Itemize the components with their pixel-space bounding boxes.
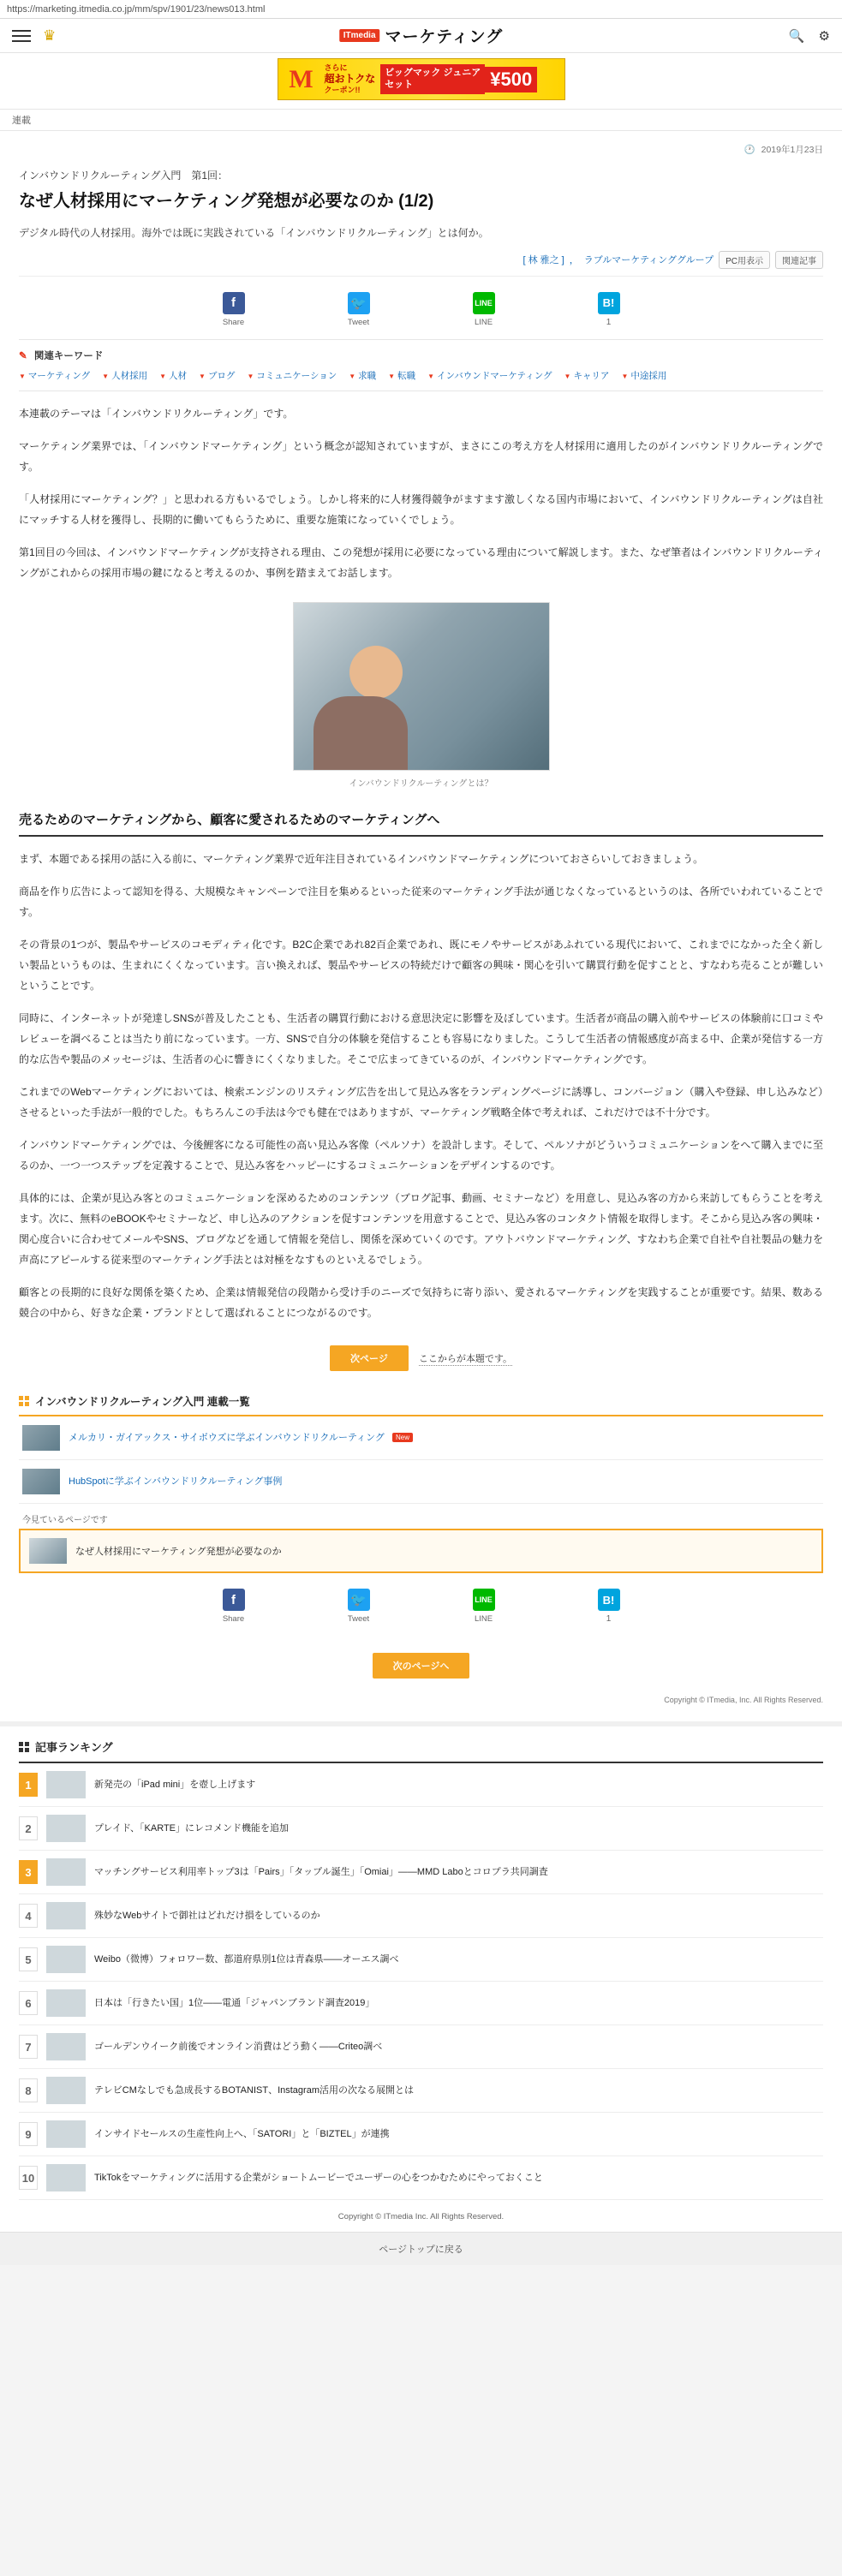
ranking-row[interactable]: [19, 1763, 823, 1807]
hatena-icon: B!: [598, 1589, 620, 1611]
social-share-row: [19, 277, 823, 334]
next-page-note: ここからが本題です。: [419, 1351, 512, 1366]
triangle-icon: ▼: [564, 372, 571, 380]
ranking-title: テレビCMなしでも急成長するBOTANIST、Instagram活用の次なる展開とは: [94, 2084, 414, 2096]
share-twitter[interactable]: [328, 292, 390, 327]
next-page-row: [19, 1345, 823, 1371]
keyword-item[interactable]: [564, 369, 610, 382]
ranking-thumbnail: [46, 2077, 86, 2104]
footer-share-twitter[interactable]: [328, 1589, 390, 1624]
ranking-thumbnail: [46, 2164, 86, 2191]
footer-share-hatena[interactable]: [578, 1589, 640, 1624]
keyword-item[interactable]: [388, 369, 415, 382]
hamburger-icon[interactable]: [12, 27, 31, 45]
twitter-icon: 🐦: [348, 1589, 370, 1611]
share-facebook-label: Share: [222, 317, 245, 327]
body-paragraph: まず、本題である採用の話に入る前に、マーケティング業界で近年注目されているインバウンドマーケティングについておさらいしておきましょう。: [19, 853, 704, 866]
list-item[interactable]: [19, 1460, 823, 1504]
ranking-number: 7: [19, 2035, 38, 2059]
ranking-number: 6: [19, 1991, 38, 2015]
keyword-label: マーケティング: [27, 370, 91, 381]
byline-row: [19, 251, 823, 277]
keyword-label: 人材採用: [111, 370, 148, 381]
ranking-thumbnail: [46, 1902, 86, 1929]
footer-share-line-label: LINE: [474, 1614, 493, 1625]
ranking-heading: [19, 1738, 823, 1763]
keyword-item[interactable]: [621, 369, 666, 382]
ranking-thumbnail: [46, 1815, 86, 1842]
body-paragraph: マーケティング業界では、「インバウンドマーケティング」という概念が認知されていますが、まさにこの考え方を人材採用に適用したのがインバウンドリクルーティングです。: [19, 439, 823, 473]
keyword-label: 求職: [358, 370, 377, 381]
ranking-title: プレイド、「KARTE」にレコメンド機能を追加: [94, 1822, 289, 1834]
triangle-icon: ▼: [102, 372, 110, 380]
body-paragraph: 本連載のテーマは「インバウンドリクルーティング」です。: [19, 407, 294, 420]
ranking-number: 1: [19, 1773, 38, 1797]
keyword-item[interactable]: [19, 369, 90, 382]
current-page-item: [19, 1529, 823, 1573]
ranking-title: ゴールデンウイーク前後でオンライン消費はどう動く——Criteo調べ: [94, 2041, 383, 2052]
body-paragraph: 具体的には、企業が見込み客とのコミュニケーションを深めるためのコンテンツ（ブログ記事、動画、セミナーなど）を用意し、見込み客の方から来訪してもらうことを考えます。次に、無料のeBOOKやセミナーなど、申し込みのアクションを促すコンテンツを用意することで、見込み客のコンタクト情報を取得します。そこから見込み客の興味・関心度合いに合わせてメールやSNS、ブログなどを通して情報を発信し、関係を深めていくのです。アウトバウンドマーケティング、すなわち企業で自社や自社製品の魅力を声高にアピールする従来型のマーケティング手法とは対極をなすものといえるでしょう。: [19, 1192, 823, 1267]
crown-icon[interactable]: ♛: [43, 27, 57, 44]
triangle-icon: ▼: [159, 372, 167, 380]
current-page-label: 今見ているページです: [22, 1516, 108, 1526]
search-icon[interactable]: 🔍: [788, 28, 805, 44]
list-item-title: メルカリ・ガイアックス・サイボウズに学ぶインバウンドリクルーティング: [69, 1432, 385, 1443]
keyword-label: 人材: [169, 370, 188, 381]
article-copyright: Copyright © ITmedia, Inc. All Rights Reserved.: [664, 1696, 823, 1705]
ranking-thumbnail: [46, 1946, 86, 1973]
serial-list-heading: [19, 1393, 823, 1416]
share-twitter-label: Tweet: [347, 317, 370, 327]
ranking-row[interactable]: [19, 1982, 823, 2025]
breadcrumb[interactable]: [0, 109, 842, 131]
ranking-thumbnail: [46, 2120, 86, 2148]
site-header: [0, 19, 842, 53]
body-paragraph: 「人材採用にマーケティング？」と思われる方もいるでしょう。しかし将来的に人材獲得競争がますます激しくなる国内市場において、インバウンドリクルーティングは自社にマッチする人材を獲得し、長期的に働いてもらうために、重要な施策になっていくでしょう。: [19, 492, 823, 526]
article-lead: デジタル時代の人材採用。海外では既に実践されている「インバウンドリクルーティング」とは何か。: [19, 227, 489, 240]
ad-red-line1: ビッグマック ジュニア: [385, 68, 481, 79]
share-facebook[interactable]: [203, 292, 265, 327]
body-paragraph: その背景の1つが、製品やサービスのコモディティ化です。B2C企業であれ82百企業であれ、既にモノやサービスがあふれている現代において、これまでになかった全く新しい製品というものは、生まれにくくなっています。言い換えれば、製品やサービスの特続だけで顧客の興味・関心を引いて購買行動を促すことと、すなわち売ることが難しいということです。: [19, 939, 823, 993]
article-date-row: [19, 143, 823, 156]
ranking-row[interactable]: [19, 2025, 823, 2069]
ad-line3: クーポン!!: [324, 86, 361, 94]
article-figure: [19, 602, 823, 789]
list-item-thumbnail: [22, 1469, 60, 1494]
related-articles-button[interactable]: 関連記事: [775, 251, 823, 269]
ranking-number: 2: [19, 1816, 38, 1840]
ranking-number: 3: [19, 1860, 38, 1884]
list-item-title: HubSpotに学ぶインバウンドリクルーティング事例: [69, 1476, 283, 1487]
footer-share-twitter-label: Tweet: [347, 1614, 370, 1625]
tag-icon: ✎: [19, 350, 27, 361]
facebook-icon: f: [223, 1589, 245, 1611]
ranking-title: TikTokをマーケティングに活用する企業がショートムービーでユーザーの心をつかむためにやっておくこと: [94, 2172, 543, 2183]
ranking-thumbnail: [46, 1989, 86, 2017]
ranking-row[interactable]: [19, 1851, 823, 1894]
share-hatena-count: 1: [606, 317, 612, 327]
ad-banner[interactable]: [278, 58, 565, 100]
ranking-row[interactable]: [19, 2069, 823, 2113]
footer-share-facebook[interactable]: [203, 1589, 265, 1624]
list-item-thumbnail: [22, 1425, 60, 1451]
browser-url-bar[interactable]: [0, 0, 842, 19]
next-page-row-bottom: [19, 1653, 823, 1679]
ranking-title: 新発売の「iPad mini」を壺し上げます: [94, 1779, 256, 1790]
brand-name: マーケティング: [385, 28, 504, 46]
line-icon: LINE: [473, 1589, 495, 1611]
ranking-title: マッチングサービス利用率トップ3は「Pairs」「タップル誕生」「Omiai」——MMD Laboとコロプラ共同調査: [94, 1866, 548, 1877]
keyword-item[interactable]: [247, 369, 337, 382]
keywords-heading-label: 関連キーワード: [33, 350, 104, 361]
ranking-thumbnail: [46, 1771, 86, 1798]
keyword-item[interactable]: [427, 369, 552, 382]
ranking-section: [0, 1721, 842, 2200]
triangle-icon: ▼: [349, 372, 356, 380]
page-title: なぜ人材採用にマーケティング発想が必要なのか (1/2): [19, 192, 434, 212]
facebook-icon: f: [223, 292, 245, 314]
ranking-title: インサイドセールスの生産性向上へ、「SATORI」と「BIZTEL」が連携: [94, 2128, 390, 2139]
triangle-icon: ▼: [247, 372, 254, 380]
keyword-item[interactable]: [349, 369, 376, 382]
gear-icon[interactable]: ⚙: [818, 28, 830, 44]
grid-icon: [19, 1742, 29, 1752]
triangle-icon: ▼: [427, 372, 434, 380]
ranking-thumbnail: [46, 1858, 86, 1886]
footer-share-facebook-label: Share: [222, 1614, 245, 1625]
keyword-label: キャリア: [573, 370, 610, 381]
share-hatena[interactable]: [578, 292, 640, 327]
share-line-label: LINE: [474, 317, 493, 327]
body-paragraph: 同時に、インターネットが発達しSNSが普及したことも、生活者の購買行動における意思決定に影響を及ぼしています。生活者が商品の購入前やサービスの体験前に口コミやレビューを調べることは当たり前になっています。一方、SNSで自分の体験を発信することも容易になりました。こうして生活者の情報感度が高まる中、企業が発信する一方的な広告や製品のメッセージは、生活者の心に響きにくくなりました。そこで広まってきているのが、インバウンドマーケティングです。: [19, 1012, 823, 1066]
ranking-number: 10: [19, 2166, 38, 2190]
list-item[interactable]: [19, 1416, 823, 1460]
back-to-top-button[interactable]: ページトップに戻る: [0, 2232, 842, 2265]
clock-icon: 🕐: [743, 145, 755, 155]
ad-line1: さらに: [324, 63, 348, 72]
byline-author[interactable]: [ 林 雅之 ]: [523, 255, 564, 266]
keyword-label: 転職: [397, 370, 416, 381]
footer-social-share-row: [19, 1573, 823, 1631]
ranking-title: 殊妙なWebサイトで御社はどれだけ損をしているのか: [94, 1910, 320, 1921]
keyword-label: コミュニケーション: [256, 370, 337, 381]
ranking-number: 8: [19, 2078, 38, 2102]
body-paragraph: インバウンドマーケティングでは、今後鯉客になる可能性の高い見込み客像（ペルソナ）を設計します。そして、ペルソナがどういうコミュニケーションをへて購入までに至るのか、一つ一つステップを定義することで、見込み客をハッピーにするコミュニケーションをデザインするのです。: [19, 1139, 823, 1172]
ranking-number: 4: [19, 1904, 38, 1928]
keyword-label: 中途採用: [630, 370, 667, 381]
ranking-number: 5: [19, 1947, 38, 1971]
keywords-heading: [19, 339, 823, 362]
next-page-button-bottom[interactable]: 次のページへ: [373, 1653, 470, 1679]
keyword-label: ブログ: [207, 370, 236, 381]
triangle-icon: ▼: [19, 372, 26, 380]
serial-list-heading-label: インバウンドリクルーティング入門 連載一覧: [35, 1396, 250, 1409]
ranking-row[interactable]: [19, 1894, 823, 1938]
section-heading: 売るためのマーケティングから、顧客に愛されるためのマーケティングへ: [19, 811, 823, 838]
ad-banner-area: [0, 53, 842, 109]
ranking-row[interactable]: [19, 2156, 823, 2200]
next-page-button[interactable]: 次ページ: [330, 1345, 409, 1371]
brand-badge: ITmedia: [339, 29, 380, 42]
twitter-icon: 🐦: [348, 292, 370, 314]
body-paragraph: 商品を作り広告によって認知を得る、大規模なキャンペーンで注目を集めるといった従来のマーケティング手法が通じなくなっているというのは、各所でいわれていることです。: [19, 886, 823, 919]
ranking-row[interactable]: [19, 2113, 823, 2156]
article-date: 2019年1月23日: [761, 145, 823, 155]
figure-caption: インバウンドリクルーティングとは？: [349, 778, 493, 789]
keyword-item[interactable]: [199, 369, 235, 382]
article-kicker: インバウンドリクルーティング入門 第1回：: [19, 170, 229, 182]
footer-share-line[interactable]: [453, 1589, 515, 1624]
footer-share-hatena-count: 1: [606, 1614, 612, 1625]
triangle-icon: ▼: [621, 372, 629, 380]
mcdonalds-logo-icon: M: [289, 64, 314, 93]
triangle-icon: ▼: [388, 372, 396, 380]
ranking-title: Weibo（微博）フォロワー数、都道府県別1位は青森県——オーエス調べ: [94, 1953, 399, 1965]
keyword-item[interactable]: [159, 369, 187, 382]
page-copyright: Copyright © ITmedia Inc. All Rights Reserved.: [0, 2200, 842, 2232]
triangle-icon: ▼: [199, 372, 206, 380]
ranking-heading-label: 記事ランキング: [35, 1741, 113, 1755]
ad-red-line2: セット: [385, 79, 414, 90]
keywords-list: [19, 362, 823, 391]
new-badge: New: [392, 1433, 413, 1442]
ranking-row[interactable]: [19, 1938, 823, 1982]
body-paragraph: これまでのWebマーケティングにおいては、検索エンジンのリスティング広告を出して見込み客をランディングページに誘導し、コンバージョン（購入や登録、申し込みなど）させるといった手法が一般的でした。もちろんこの手法は今でも健在ではありますが、マーケティング戦略全体で考えれば、これだけでは不十分です。: [19, 1086, 823, 1119]
ranking-number: 9: [19, 2122, 38, 2146]
ad-text-left: [325, 63, 379, 96]
line-icon: LINE: [473, 292, 495, 314]
url-text: https://marketing.itmedia.co.jp/mm/spv/1901/23/news013.html: [7, 3, 266, 15]
current-page-title: なぜ人材採用にマーケティング発想が必要なのか: [75, 1547, 282, 1558]
ranking-thumbnail: [46, 2033, 86, 2060]
ranking-row[interactable]: [19, 1807, 823, 1851]
ad-product-name: [380, 64, 485, 93]
site-logo[interactable]: [339, 24, 504, 47]
breadcrumb-label: 連載: [12, 116, 31, 126]
ad-line2: 超おトクな: [324, 73, 376, 85]
grid-icon: [19, 1396, 29, 1406]
keyword-label: インバウンドマーケティング: [437, 370, 552, 381]
share-line[interactable]: [453, 292, 515, 327]
body-paragraph: 顧客との長期的に良好な関係を築くため、企業は情報発信の段階から受け手のニーズで気持ちに寄り添い、愛されるマーケティングを実践することが重要です。結果、数ある競合の中から、好きな企業・ブランドとして選ばれることにつながるのです。: [19, 1286, 823, 1320]
hatena-icon: B!: [598, 292, 620, 314]
page-root: [0, 19, 842, 2265]
body-paragraph: 第1回目の今回は、インバウンドマーケティングが支持される理由、この発想が採用に必要になっている理由について解説します。また、なぜ筆者はインバウンドリクルーティングがこれからの採用市場の鍵になると考えるのか、事例を踏まえてお話します。: [19, 546, 823, 579]
current-page-thumbnail: [29, 1538, 67, 1564]
pc-view-button[interactable]: PC用表示: [719, 251, 770, 269]
ad-price: ¥500: [485, 67, 537, 92]
byline-org[interactable]: ラブルマーケティンググループ: [583, 255, 714, 266]
figure-image: [293, 602, 550, 771]
ranking-title: 日本は「行きたい国」1位——電通「ジャパンブランド調査2019」: [94, 1997, 375, 2008]
article: [0, 131, 842, 1713]
byline-separator: ，: [569, 255, 579, 266]
keyword-item[interactable]: [102, 369, 147, 382]
